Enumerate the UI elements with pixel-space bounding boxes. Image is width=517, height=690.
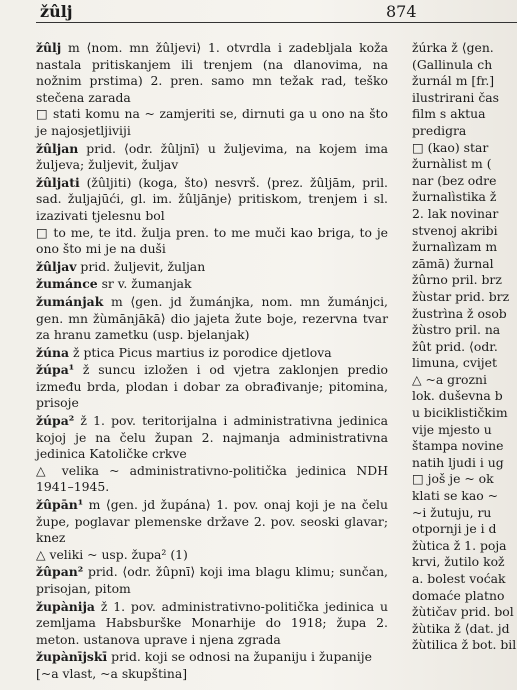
entry-definition: (žûljiti) (koga, što) nesvrš. ⟨prez. žûljām, pril. sad. žuljajūći, gl. im. žûljānje⟩ pritiskom, trenjem i sl. izazivati tjelesnu bol <box>36 174 388 223</box>
entry-headword: žûljati <box>36 174 80 190</box>
dictionary-entry <box>36 40 388 140</box>
entry-definition: prid. ⟨odr. žûljnī⟩ u žuljevima, na kojem ima žuljeva; žuljevit, žuljav <box>36 140 388 173</box>
dictionary-entry <box>36 362 388 412</box>
entry-headword: žûlj <box>36 40 62 55</box>
dictionary-entry <box>36 564 388 597</box>
right-column-line: žût prid. ⟨odr. <box>412 338 498 354</box>
right-column-line: žurnál m [fr.] <box>412 73 495 89</box>
right-column-line: krvi, žutilo kož <box>412 554 505 570</box>
entry-subsense: △ velika ~ administrativno-politička jedinica NDH 1941–1945. <box>36 462 388 495</box>
entry-headword: župànija <box>36 598 95 614</box>
right-column-line: otpornji je i d <box>412 521 497 537</box>
entry-definition: prid. koji se odnosi na županiju i županije <box>107 649 372 665</box>
header-guide-word: žûlj <box>40 2 73 21</box>
entry-definition: ž 1. pov. administrativno-politička jedinica u zemljama Habsburške Monarhije do 1918; župa 2. meton. ustanova uprave i njena zgrada <box>36 598 388 647</box>
right-column-line: □ još je ~ ok <box>412 471 494 487</box>
entry-subsense: □ to me, te itd. žulja pren. to me muči kao briga, to je ono što mi je na duši <box>36 224 388 257</box>
entry-headword: župànījskī <box>36 649 108 665</box>
entry-definition: m ⟨gen. jd župána⟩ 1. pov. onaj koji je na čelu župe, poglavar plemenske države 2. pov. seoski glavar; knez <box>36 497 388 546</box>
right-column-line: žùstar prid. brz <box>412 288 510 304</box>
entry-headword: žumánce <box>36 276 98 292</box>
right-column-line: klati se kao ~ <box>412 488 499 504</box>
right-column-line: žûrno pril. brz <box>412 272 502 288</box>
dictionary-entry <box>36 259 388 276</box>
right-column-line: žùtica ž 1. poja <box>412 537 507 553</box>
dictionary-entry <box>36 141 388 174</box>
entry-headword: žûpān¹ <box>36 497 84 513</box>
dictionary-entry <box>36 413 388 496</box>
entry-headword: žûpan² <box>36 564 84 580</box>
right-column-line: žùtičav prid. bol <box>412 604 514 620</box>
entry-headword: žûljav <box>36 258 77 274</box>
entry-definition: ž suncu izložen i od vjetra zaklonjen predio između brda, plodan i dobar za obrađivanje; pitomina, prisoje <box>36 362 388 411</box>
entry-definition: sr v. žumanjak <box>97 276 192 292</box>
entry-headword: žúpa² <box>36 413 75 429</box>
right-column-line: žurnalìzam m <box>412 239 498 255</box>
entry-headword: žúpa¹ <box>36 362 75 378</box>
right-column-line: 2. lak novinar <box>412 205 499 221</box>
right-column-line: štampa novine <box>412 438 504 454</box>
right-column-line: limuna, cvijet <box>412 355 497 371</box>
right-column-line: △ ~a grozni <box>412 371 487 387</box>
right-column-line: žurnàlist m ( <box>412 156 492 172</box>
right-column-line: žurnalìstika ž <box>412 189 497 205</box>
right-column-line: □ (kao) star <box>412 139 489 155</box>
header-rule <box>36 22 517 23</box>
entry-definition: ž 1. pov. teritorijalna i administrativna jedinica kojoj je na čelu župan 2. najmanja administrativna jedinica Katoličke crkve <box>36 413 388 462</box>
entry-headword: žûljan <box>36 140 79 156</box>
dictionary-entry <box>36 175 388 258</box>
right-column-line: ilustrirani čas <box>412 89 500 105</box>
right-column-line: a. bolest voćak <box>412 571 506 586</box>
dictionary-entry <box>36 649 388 682</box>
right-column-line: stvenoj akribi <box>412 222 498 238</box>
dictionary-entry <box>36 276 388 293</box>
right-column-line: u biciklističkim <box>412 405 508 421</box>
right-column-line: film s aktua <box>412 106 486 122</box>
right-column-line: žùstro pril. na <box>412 322 501 338</box>
entry-definition: m ⟨gen. jd žumánjka, nom. mn žumánjci, gen. mn žùmānjākā⟩ dio jajeta žute boje, rezervna tvar za hranu zametku (usp. bjelanjak) <box>36 293 388 343</box>
page-header <box>40 2 517 24</box>
dictionary-entry <box>36 497 388 563</box>
right-column-line: lok. duševna b <box>412 388 503 404</box>
page-number: 874 <box>386 2 417 21</box>
left-column <box>36 40 388 684</box>
dictionary-entry <box>36 345 388 362</box>
dictionary-entry <box>36 599 388 649</box>
right-column-line: predigra <box>412 122 467 138</box>
right-column-line: vije mjesto u <box>412 421 492 437</box>
right-column <box>412 40 517 654</box>
entry-headword: žúna <box>36 344 70 360</box>
entry-subsense: [~a vlast, ~a skupština] <box>36 665 188 681</box>
entry-headword: žumánjak <box>36 293 104 309</box>
right-column-line: žùtika ž ⟨dat. jd <box>412 620 510 636</box>
right-column-line: žustrìna ž osob <box>412 305 507 321</box>
entry-definition: prid. ⟨odr. žûpnī⟩ koji ima blagu klimu; sunčan, prisojan, pitom <box>36 564 388 596</box>
dictionary-entry <box>36 294 388 344</box>
entry-subsense: △ veliki ~ usp. župa² (1) <box>36 546 188 562</box>
entry-definition: m ⟨nom. mn žûljevi⟩ 1. otvrdla i zadebljala koža nastala pritiskanjem ili trenjem (na dlanovima, na nožnim prstima) 2. pren. samo mn težak rad, teško stečena zarada <box>36 40 388 105</box>
right-column-line: natih ljudi i ug <box>412 454 504 470</box>
right-column-line: zāmā) žurnal <box>412 255 494 271</box>
right-column-line: nar (bez odre <box>412 172 497 188</box>
right-column-line: žúrka ž ⟨gen. <box>412 40 494 55</box>
right-column-line: (Gallinula ch <box>412 56 493 72</box>
entry-definition: prid. žuljevit, žuljan <box>76 258 206 274</box>
right-column-line: domaće platno <box>412 587 505 603</box>
entry-subsense: □ stati komu na ~ zamjeriti se, dirnuti ga u ono na što je najosjetljiviji <box>36 106 388 138</box>
entry-definition: ž ptica Picus martius iz porodice djetlova <box>69 344 332 360</box>
right-column-line: žùtilica ž bot. bil <box>412 637 517 653</box>
right-column-line: ~i žutuju, ru <box>412 504 492 520</box>
